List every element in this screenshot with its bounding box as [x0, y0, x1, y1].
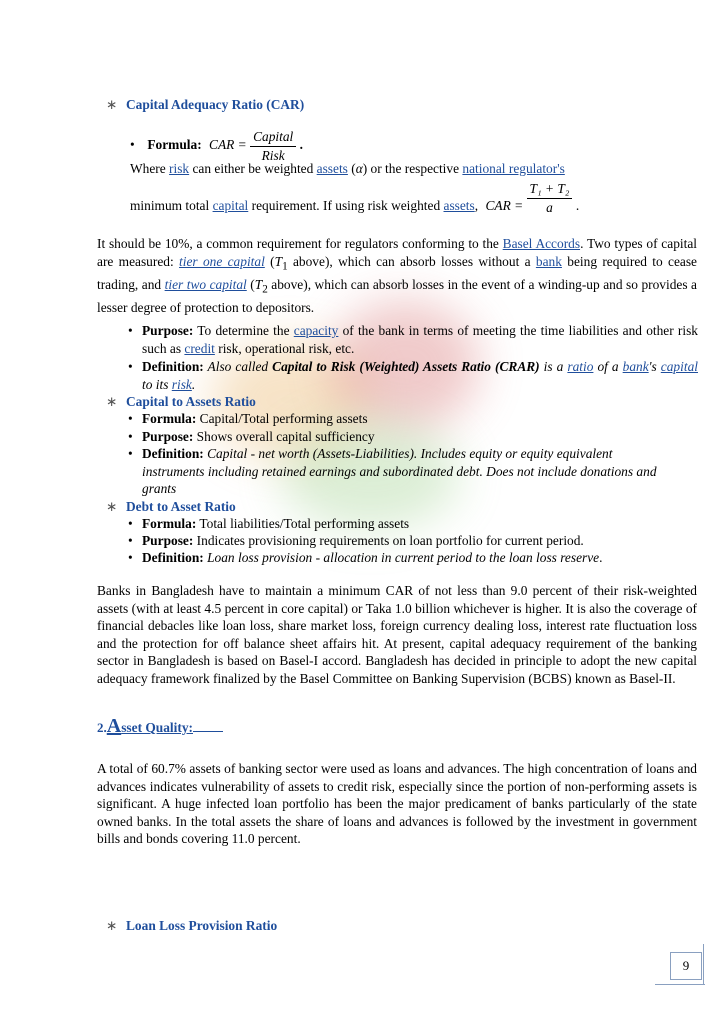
capacity-link[interactable]: capacity [293, 323, 339, 338]
formula-lhs-2: CAR = [485, 198, 524, 214]
formula-lhs: CAR = [209, 137, 247, 153]
bullet-icon: • [128, 533, 133, 548]
bank-link[interactable]: bank [535, 253, 562, 269]
section-dar-heading: ∗ Debt to Asset Ratio [106, 499, 236, 514]
formula-denominator: Risk [261, 147, 285, 163]
bullet-icon: • [128, 411, 133, 426]
cta-formula-item: • Formula: Capital/Total performing assets [128, 411, 368, 426]
car-where-line: Where risk can either be weighted assets (α) or the respective national regulator's [130, 161, 565, 176]
risk-link[interactable]: risk [169, 161, 190, 176]
assets-link-2[interactable]: assets [443, 198, 475, 214]
section-title: Capital Adequacy Ratio (CAR) [126, 97, 305, 112]
capital-link[interactable]: capital [212, 198, 249, 214]
bank-link-2[interactable]: bank [622, 359, 649, 374]
star-bullet-icon: ∗ [106, 394, 118, 409]
bullet-icon: • [128, 550, 133, 565]
bullet-icon: • [128, 429, 133, 444]
dar-purpose-item: • Purpose: Indicates provisioning requirements on loan portfolio for current period. [128, 533, 584, 548]
dar-formula-item: • Formula: Total liabilities/Total performing assets [128, 516, 410, 531]
tier-two-capital-link[interactable]: tier two capital [164, 276, 247, 292]
credit-link[interactable]: credit [184, 340, 215, 356]
ratio-link[interactable]: ratio [567, 359, 594, 374]
cta-definition-item: • Definition: Capital - net worth (Assets-Liabilities). Includes equity or equity equivalent instruments including retained earnings and subordinated debt. Does not include donations and grants [128, 446, 657, 496]
dar-definition-item: • Definition: Loan loss provision - allocation in current period to the loan loss reserve. [128, 550, 603, 565]
section-cta-heading: ∗ Capital to Assets Ratio [106, 394, 256, 409]
formula-label: Formula: [147, 137, 202, 153]
bullet-icon: • [130, 137, 135, 153]
formula-fraction [250, 128, 296, 164]
asset-quality-heading: 2.Asset Quality: [97, 718, 223, 737]
page-number-rule [703, 944, 704, 984]
capital-link-2[interactable]: capital [660, 359, 698, 374]
basel-accords-link[interactable]: Basel Accords [502, 236, 581, 251]
page-number-rule [655, 984, 705, 985]
star-bullet-icon: ∗ [106, 97, 118, 112]
paragraph-basel: It should be 10%, a common requirement for regulators conforming to the Basel Accords. Two types of capital are measured: tier one capital ($T_1$ above), which can absorb losses without a bank being required to cease trading, and tier two capital ($T_2$ above), which can absorb losses in the event of a winding-up and so provides a lesser degree of protection to depositors. [97, 236, 698, 315]
bullet-icon: • [128, 446, 133, 461]
cta-purpose-item: • Purpose: Shows overall capital sufficiency [128, 429, 375, 444]
formula-fraction-2 [527, 180, 573, 216]
national-regulator-link[interactable]: national regulator's [462, 161, 565, 176]
formula-end: . [299, 137, 303, 153]
formula2-numerator: T₁ + T₂ [527, 180, 573, 199]
paragraph-bangladesh-car: Banks in Bangladesh have to maintain a minimum CAR of not less than 9.0 percent of their risk-weighted assets (with at least 4.5 percent in core capital) or Taka 1.0 billion whichever is higher. It is also the coverage of financial debacles like loan loss, share market loss, foreign currency dealing loss, interest rate fluctuation loss and the protection for off balance sheet affairs hit. At present, capital adequacy requirement of the banking sector in Bangladesh is based on Basel-I accord. Bangladesh has decided in principle to adopt the new capital adequacy framework finalized by the Basel Committee on Banking Supervision (BCBS) known as Basel-II. [97, 583, 697, 686]
section-llpr-heading: ∗ Loan Loss Provision Ratio [106, 918, 278, 933]
star-bullet-icon: ∗ [106, 918, 118, 933]
bullet-icon: • [128, 323, 133, 338]
page-number: 9 [670, 952, 702, 980]
formula-numerator: Capital [250, 128, 296, 147]
risk-link-2[interactable]: risk [171, 376, 192, 392]
car-line2: minimum total capital requirement. If using risk weighted assets, CAR = $\frac{\text{T₁ + T₂}}{a}$ . [130, 181, 580, 215]
bullet-icon: • [128, 359, 133, 374]
section-car-heading [106, 96, 304, 114]
formula2-denominator: a [546, 199, 553, 215]
bullet-icon: • [128, 516, 133, 531]
assets-link[interactable]: assets [316, 161, 348, 176]
car-purpose-item: • Purpose: To determine the capacity of the bank in terms of meeting the time liabilities and other risk such as credit risk, operational risk, etc. [128, 323, 699, 356]
paragraph-asset-quality: A total of 60.7% assets of banking sector were used as loans and advances. The high concentration of loans and advances indicates vulnerability of assets to credit risk, especially since the portion of non-performing assets is significant. A huge infected loan portfolio has been the major predicament of banks particularly of the state owned banks. In the total assets the share of loans and advances is followed by the investment in government bills and bonds covering 11.0 percent. [97, 761, 697, 846]
car-definition-item: • Definition: Also called Capital to Risk (Weighted) Assets Ratio (CRAR) is a ratio of a bank's capital to its risk. [128, 359, 698, 392]
car-formula-row [130, 128, 303, 164]
tier-one-capital-link[interactable]: tier one capital [179, 253, 265, 269]
star-bullet-icon: ∗ [106, 499, 118, 514]
